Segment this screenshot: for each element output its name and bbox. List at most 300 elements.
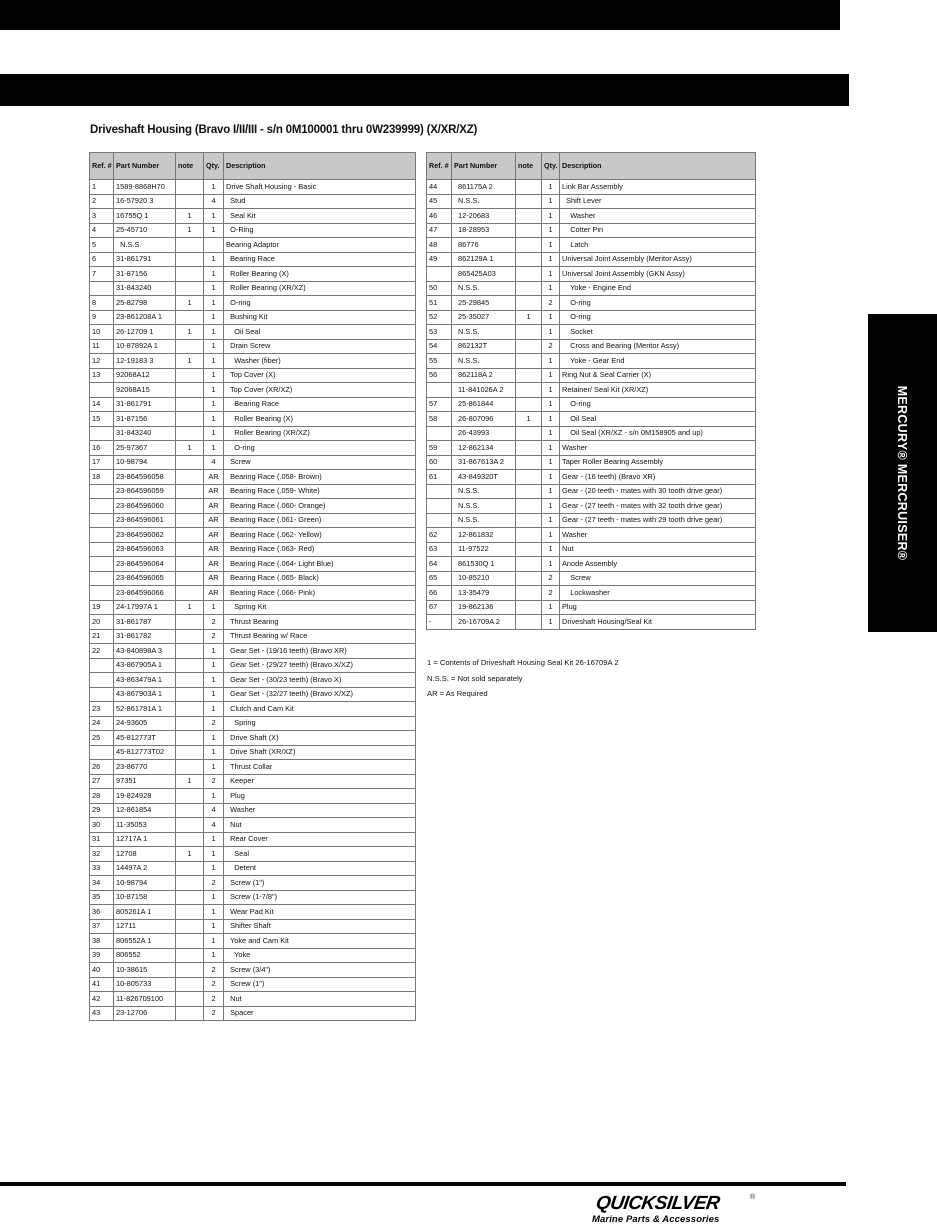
cell-description: Bearing Race (.066- Pink) — [224, 586, 416, 601]
table-row — [427, 455, 756, 470]
cell-note — [516, 499, 542, 514]
cell-note — [176, 252, 204, 267]
cell-qty: 1 — [204, 934, 224, 949]
cell-description: Top Cover (XR/XZ) — [224, 383, 416, 398]
cell-ref — [90, 484, 114, 499]
cell-ref: 37 — [90, 919, 114, 934]
table-row — [427, 615, 756, 630]
cell-ref — [427, 383, 452, 398]
cell-ref: 52 — [427, 310, 452, 325]
cell-description: Bearing Race — [224, 397, 416, 412]
cell-part-number: 861175A 2 — [452, 180, 516, 195]
cell-part-number: 31-843240 — [114, 426, 176, 441]
cell-description: Washer — [560, 441, 756, 456]
table-row — [90, 209, 416, 224]
cell-part-number: N.S.S. — [452, 281, 516, 296]
cell-qty: 1 — [204, 760, 224, 775]
col-header-qty: Qty. — [542, 153, 560, 180]
cell-ref: 25 — [90, 731, 114, 746]
cell-part-number: 24-17997A 1 — [114, 600, 176, 615]
cell-ref: 6 — [90, 252, 114, 267]
table-row — [427, 571, 756, 586]
cell-description: Cross and Bearing (Meritor Assy) — [560, 339, 756, 354]
col-header-note: note — [516, 153, 542, 180]
table-row — [90, 760, 416, 775]
table-row — [90, 528, 416, 543]
cell-ref: 63 — [427, 542, 452, 557]
table-row — [427, 354, 756, 369]
table-row — [427, 513, 756, 528]
footer-rule — [0, 1182, 846, 1186]
cell-qty: 2 — [204, 963, 224, 978]
cell-qty: 1 — [204, 948, 224, 963]
cell-ref — [90, 745, 114, 760]
table-row — [90, 383, 416, 398]
cell-description: Yoke and Cam Kit — [224, 934, 416, 949]
table-row — [427, 339, 756, 354]
cell-part-number: 10-85210 — [452, 571, 516, 586]
cell-qty: 1 — [204, 296, 224, 311]
table-row — [90, 441, 416, 456]
table-row — [90, 513, 416, 528]
cell-qty: 1 — [204, 281, 224, 296]
cell-note — [516, 426, 542, 441]
cell-ref: 32 — [90, 847, 114, 862]
cell-description: Roller Bearing (XR/XZ) — [224, 281, 416, 296]
cell-qty: 2 — [204, 876, 224, 891]
table-row — [90, 180, 416, 195]
cell-ref — [427, 513, 452, 528]
cell-description: Wear Pad Kit — [224, 905, 416, 920]
cell-qty: 2 — [204, 1006, 224, 1021]
table-row — [90, 789, 416, 804]
table-row — [90, 673, 416, 688]
cell-ref: 14 — [90, 397, 114, 412]
cell-part-number: 52-861781A 1 — [114, 702, 176, 717]
table-header-row — [427, 153, 756, 180]
table-row — [90, 687, 416, 702]
cell-part-number: 25-861844 — [452, 397, 516, 412]
cell-note — [516, 368, 542, 383]
cell-qty: 1 — [204, 832, 224, 847]
table-row — [90, 600, 416, 615]
table-row — [90, 426, 416, 441]
table-row — [427, 383, 756, 398]
section-header-bar — [0, 74, 849, 106]
cell-qty: 1 — [204, 267, 224, 282]
cell-ref — [90, 687, 114, 702]
cell-ref: 65 — [427, 571, 452, 586]
cell-part-number: 806552 — [114, 948, 176, 963]
cell-ref — [90, 586, 114, 601]
cell-part-number: 12-20683 — [452, 209, 516, 224]
cell-part-number: 13-35479 — [452, 586, 516, 601]
cell-part-number: 1589-8868H70 — [114, 180, 176, 195]
cell-qty: 1 — [204, 325, 224, 340]
table-row — [427, 499, 756, 514]
cell-description: Retainer/ Seal Kit (XR/XZ) — [560, 383, 756, 398]
top-header-bar — [0, 0, 840, 30]
cell-part-number: N.S.S. — [452, 325, 516, 340]
cell-part-number: 862118A 2 — [452, 368, 516, 383]
parts-table-right — [426, 152, 756, 630]
cell-description: Universal Joint Assembly (GKN Assy) — [560, 267, 756, 282]
cell-note — [176, 281, 204, 296]
cell-description: Plug — [560, 600, 756, 615]
cell-part-number: 12717A 1 — [114, 832, 176, 847]
cell-description: Cotter Pin — [560, 223, 756, 238]
cell-note — [176, 876, 204, 891]
cell-qty: 1 — [204, 397, 224, 412]
cell-ref: 27 — [90, 774, 114, 789]
cell-qty: 1 — [204, 861, 224, 876]
cell-ref: 57 — [427, 397, 452, 412]
cell-description: Universal Joint Assembly (Meritor Assy) — [560, 252, 756, 267]
cell-qty: 1 — [204, 412, 224, 427]
cell-note — [176, 861, 204, 876]
table-row — [90, 818, 416, 833]
cell-description: Socket — [560, 325, 756, 340]
cell-description: Screw (1-7/8") — [224, 890, 416, 905]
cell-note — [516, 571, 542, 586]
cell-note — [176, 832, 204, 847]
cell-note — [516, 600, 542, 615]
cell-part-number: 25-97367 — [114, 441, 176, 456]
cell-part-number: 23-864596059 — [114, 484, 176, 499]
table-row — [90, 281, 416, 296]
table-row — [427, 209, 756, 224]
cell-note — [516, 455, 542, 470]
cell-part-number: 31-861791 — [114, 252, 176, 267]
cell-description: Bushing Kit — [224, 310, 416, 325]
cell-note — [516, 180, 542, 195]
cell-part-number: 23-864596065 — [114, 571, 176, 586]
cell-description: Yoke — [224, 948, 416, 963]
cell-note — [176, 687, 204, 702]
table-row — [90, 557, 416, 572]
cell-qty: 2 — [542, 339, 560, 354]
table-row — [427, 296, 756, 311]
cell-part-number: 31-861782 — [114, 629, 176, 644]
cell-description: Spacer — [224, 1006, 416, 1021]
quicksilver-logo — [590, 1193, 770, 1227]
table-row — [427, 412, 756, 427]
cell-qty: 1 — [542, 368, 560, 383]
cell-part-number: 43-867903A 1 — [114, 687, 176, 702]
cell-part-number: 12-862134 — [452, 441, 516, 456]
cell-qty: AR — [204, 528, 224, 543]
col-header-description: Description — [224, 153, 416, 180]
cell-qty: 1 — [542, 180, 560, 195]
cell-part-number: 43-867905A 1 — [114, 658, 176, 673]
cell-note: 1 — [176, 847, 204, 862]
cell-part-number: 86776 — [452, 238, 516, 253]
cell-ref: 28 — [90, 789, 114, 804]
cell-qty: 2 — [204, 977, 224, 992]
cell-note — [176, 702, 204, 717]
table-row — [90, 571, 416, 586]
table-row — [90, 310, 416, 325]
cell-ref — [427, 484, 452, 499]
table-row — [90, 644, 416, 659]
cell-ref: 13 — [90, 368, 114, 383]
cell-qty: 1 — [204, 702, 224, 717]
cell-description: Washer — [560, 528, 756, 543]
cell-note — [176, 992, 204, 1007]
cell-ref: 18 — [90, 470, 114, 485]
cell-note — [516, 339, 542, 354]
cell-qty: 1 — [204, 890, 224, 905]
table-row — [427, 600, 756, 615]
cell-qty: 1 — [204, 354, 224, 369]
table-row — [90, 977, 416, 992]
cell-description: Bearing Race (.064- Light Blue) — [224, 557, 416, 572]
table-row — [90, 339, 416, 354]
cell-note — [516, 194, 542, 209]
cell-description: Anode Assembly — [560, 557, 756, 572]
cell-note — [176, 426, 204, 441]
cell-qty: 1 — [204, 731, 224, 746]
cell-qty: 1 — [542, 412, 560, 427]
cell-qty: AR — [204, 470, 224, 485]
cell-description: Bearing Race (.060- Orange) — [224, 499, 416, 514]
cell-note — [516, 542, 542, 557]
cell-description: Detent — [224, 861, 416, 876]
cell-description: Thrust Collar — [224, 760, 416, 775]
cell-part-number: 43-840898A 3 — [114, 644, 176, 659]
cell-ref: 46 — [427, 209, 452, 224]
table-row — [90, 267, 416, 282]
cell-qty: 1 — [542, 194, 560, 209]
cell-part-number: 806552A 1 — [114, 934, 176, 949]
table-row — [90, 702, 416, 717]
cell-note — [176, 890, 204, 905]
cell-ref: 2 — [90, 194, 114, 209]
cell-description: Clutch and Cam Kit — [224, 702, 416, 717]
cell-description: Gear Set - (30/23 teeth) (Bravo X) — [224, 673, 416, 688]
cell-description: O-ring — [224, 296, 416, 311]
cell-ref: 61 — [427, 470, 452, 485]
cell-note — [516, 296, 542, 311]
cell-note — [176, 789, 204, 804]
cell-description: Stud — [224, 194, 416, 209]
cell-qty: AR — [204, 542, 224, 557]
cell-description: Screw (1") — [224, 876, 416, 891]
table-row — [90, 919, 416, 934]
cell-part-number: 10-87892A 1 — [114, 339, 176, 354]
cell-note: 1 — [176, 209, 204, 224]
cell-part-number: 23-864596061 — [114, 513, 176, 528]
cell-ref: 19 — [90, 600, 114, 615]
cell-ref — [90, 658, 114, 673]
table-row — [90, 499, 416, 514]
cell-description: Bearing Race (.059- White) — [224, 484, 416, 499]
cell-part-number: 31-87156 — [114, 412, 176, 427]
cell-part-number: 25-35027 — [452, 310, 516, 325]
cell-description: Yoke - Gear End — [560, 354, 756, 369]
cell-qty: 1 — [204, 905, 224, 920]
cell-ref: 21 — [90, 629, 114, 644]
cell-qty: AR — [204, 499, 224, 514]
cell-note — [176, 513, 204, 528]
cell-note — [176, 412, 204, 427]
cell-description: Yoke - Engine End — [560, 281, 756, 296]
table-row — [427, 310, 756, 325]
cell-ref: 53 — [427, 325, 452, 340]
cell-description: O-ring — [560, 296, 756, 311]
cell-note — [176, 180, 204, 195]
cell-part-number: 26-43993 — [452, 426, 516, 441]
cell-description: Roller Bearing (XR/XZ) — [224, 426, 416, 441]
cell-part-number: 23-861208A 1 — [114, 310, 176, 325]
cell-description: Gear - (16 teeth) (Bravo XR) — [560, 470, 756, 485]
cell-note — [176, 818, 204, 833]
cell-part-number: 92068A15 — [114, 383, 176, 398]
cell-ref: 10 — [90, 325, 114, 340]
cell-qty: 1 — [542, 354, 560, 369]
cell-ref: 60 — [427, 455, 452, 470]
table-header-row — [90, 153, 416, 180]
cell-part-number: 11-97522 — [452, 542, 516, 557]
cell-part-number: 12-861854 — [114, 803, 176, 818]
cell-part-number: 862132T — [452, 339, 516, 354]
cell-note: 1 — [176, 325, 204, 340]
cell-ref: 58 — [427, 412, 452, 427]
cell-part-number: 861530Q 1 — [452, 557, 516, 572]
cell-note — [516, 557, 542, 572]
col-header-ref: Ref. # — [90, 153, 114, 180]
cell-description: Shift Lever — [560, 194, 756, 209]
cell-ref: 47 — [427, 223, 452, 238]
cell-part-number: 24-93605 — [114, 716, 176, 731]
cell-note: 1 — [176, 354, 204, 369]
cell-note — [176, 658, 204, 673]
cell-qty: 4 — [204, 818, 224, 833]
table-row — [427, 180, 756, 195]
cell-part-number: 43-863479A 1 — [114, 673, 176, 688]
cell-note — [176, 977, 204, 992]
cell-note — [176, 571, 204, 586]
cell-description: Drive Shaft Housing - Basic — [224, 180, 416, 195]
cell-part-number: 26-16709A 2 — [452, 615, 516, 630]
cell-part-number: 23-864596066 — [114, 586, 176, 601]
cell-note — [176, 803, 204, 818]
cell-part-number: 23-864596063 — [114, 542, 176, 557]
cell-ref: 36 — [90, 905, 114, 920]
cell-ref: 3 — [90, 209, 114, 224]
cell-part-number: N.S.S. — [452, 484, 516, 499]
table-row — [427, 267, 756, 282]
cell-part-number: 862129A 1 — [452, 252, 516, 267]
cell-description: Keeper — [224, 774, 416, 789]
cell-qty: 1 — [542, 513, 560, 528]
cell-ref: 34 — [90, 876, 114, 891]
cell-note — [176, 716, 204, 731]
cell-part-number: 11-841026A 2 — [452, 383, 516, 398]
table-row — [427, 194, 756, 209]
cell-note — [176, 919, 204, 934]
cell-description: Oil Seal — [560, 412, 756, 427]
cell-note — [176, 615, 204, 630]
table-row — [90, 731, 416, 746]
cell-qty: 1 — [542, 441, 560, 456]
cell-ref: 11 — [90, 339, 114, 354]
cell-description: Screw — [224, 455, 416, 470]
col-header-description: Description — [560, 153, 756, 180]
cell-note — [176, 542, 204, 557]
cell-qty: 4 — [204, 194, 224, 209]
cell-note — [516, 325, 542, 340]
cell-ref: 45 — [427, 194, 452, 209]
col-header-note: note — [176, 153, 204, 180]
cell-description: Gear - (27 teeth - mates with 32 tooth drive gear) — [560, 499, 756, 514]
cell-description: O-Ring — [224, 223, 416, 238]
cell-note — [516, 513, 542, 528]
cell-note — [176, 905, 204, 920]
cell-note — [176, 368, 204, 383]
cell-qty: 2 — [542, 586, 560, 601]
cell-ref — [90, 426, 114, 441]
cell-part-number: 11-826709100 — [114, 992, 176, 1007]
cell-qty: 1 — [204, 789, 224, 804]
cell-part-number: 26-12709 1 — [114, 325, 176, 340]
cell-qty: AR — [204, 571, 224, 586]
cell-qty: 1 — [542, 600, 560, 615]
cell-part-number: 31-867613A 2 — [452, 455, 516, 470]
cell-qty: 2 — [204, 716, 224, 731]
table-row — [90, 905, 416, 920]
cell-description: Drive Shaft (XR/XZ) — [224, 745, 416, 760]
cell-note — [516, 470, 542, 485]
cell-note — [516, 209, 542, 224]
cell-description: Rear Cover — [224, 832, 416, 847]
table-row — [427, 441, 756, 456]
table-row — [90, 745, 416, 760]
cell-description: Bearing Race (.061- Green) — [224, 513, 416, 528]
cell-qty: 1 — [204, 223, 224, 238]
cell-note — [176, 470, 204, 485]
cell-description: Oil Seal — [224, 325, 416, 340]
cell-qty: 4 — [204, 803, 224, 818]
cell-qty: 1 — [542, 528, 560, 543]
cell-note: 1 — [176, 441, 204, 456]
cell-ref: 22 — [90, 644, 114, 659]
cell-description: Thrust Bearing — [224, 615, 416, 630]
table-row — [90, 238, 416, 253]
cell-part-number: 23-864596060 — [114, 499, 176, 514]
cell-ref: 26 — [90, 760, 114, 775]
side-tab-label: MERCURY® MERCRUISER® — [895, 385, 909, 561]
cell-part-number: 12708 — [114, 847, 176, 862]
cell-qty: 1 — [204, 673, 224, 688]
cell-qty: 1 — [204, 658, 224, 673]
cell-description: Spring — [224, 716, 416, 731]
cell-part-number: 11-35053 — [114, 818, 176, 833]
cell-qty: 1 — [204, 600, 224, 615]
cell-description: Nut — [224, 818, 416, 833]
cell-description: Washer (fiber) — [224, 354, 416, 369]
cell-qty: 1 — [542, 484, 560, 499]
cell-part-number: 31-87156 — [114, 267, 176, 282]
cell-part-number: 97351 — [114, 774, 176, 789]
cell-ref: 41 — [90, 977, 114, 992]
cell-ref: 39 — [90, 948, 114, 963]
cell-note — [516, 281, 542, 296]
cell-description: Bearing Adaptor — [224, 238, 416, 253]
cell-part-number: 45-812773T02 — [114, 745, 176, 760]
table-row — [427, 557, 756, 572]
cell-qty: 1 — [204, 426, 224, 441]
